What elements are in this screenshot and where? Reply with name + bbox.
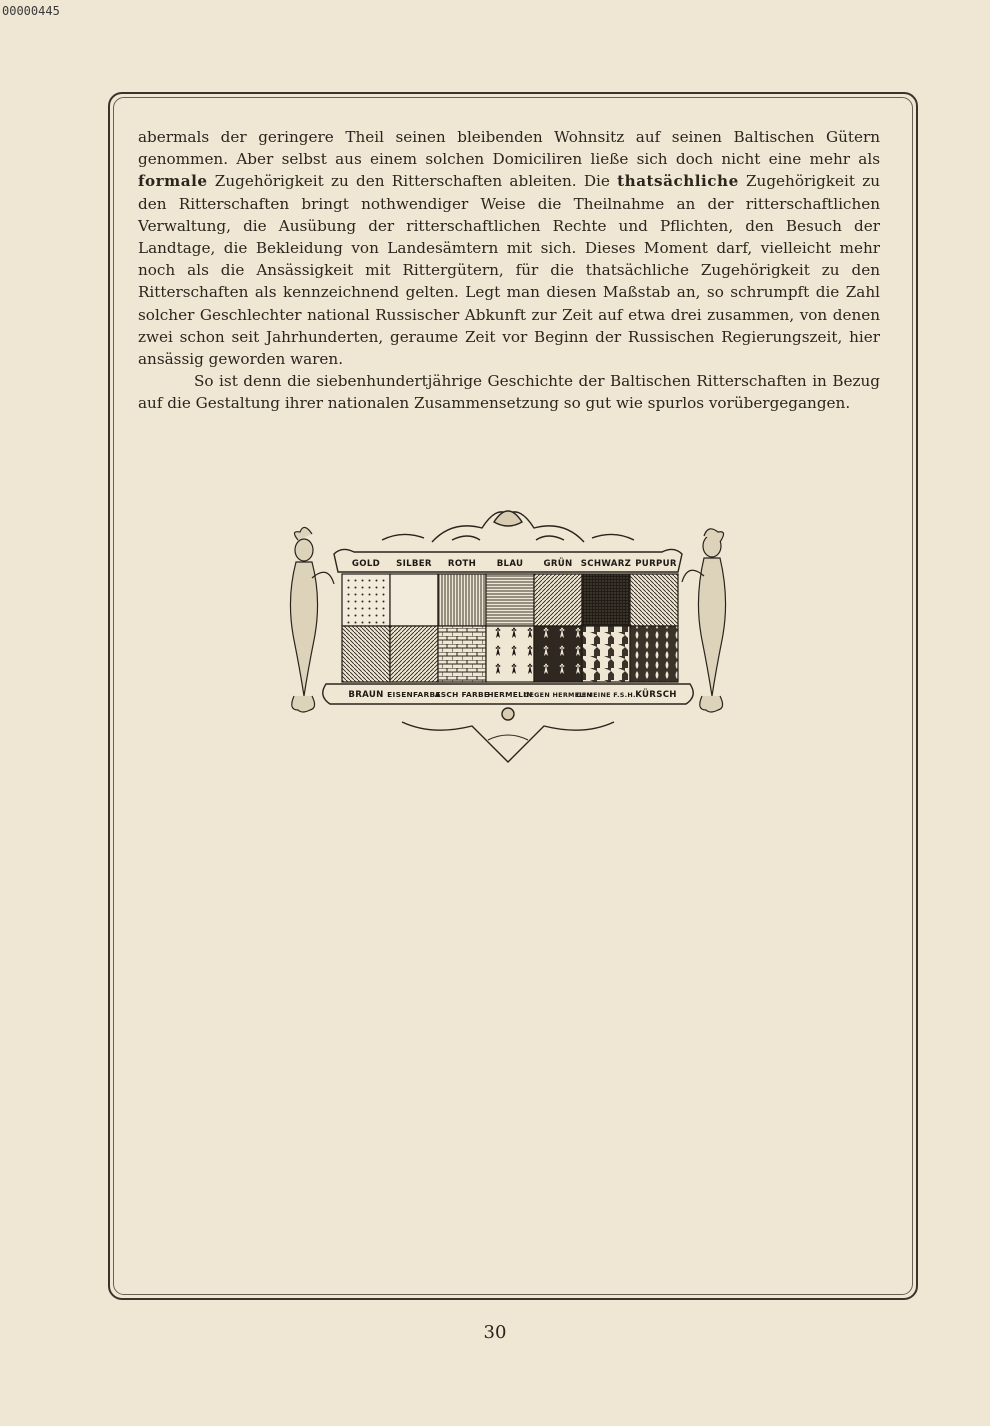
paragraph-2: So ist denn die siebenhundertjährige Geschichte der Baltischen Ritterschaften in Bezug auf die Gestaltung ihrer nationalen Zusammensetzung so gut wie spurlos vorübergegangen. xyxy=(138,372,880,413)
swatch-gegenhermelin xyxy=(534,626,582,682)
swatch-roth xyxy=(438,574,486,626)
label-roth: ROTH xyxy=(447,559,477,569)
label-braun: BRAUN xyxy=(348,690,384,700)
swatch-blau xyxy=(486,574,534,626)
swatch-kuersch xyxy=(630,626,678,682)
bottom-labels xyxy=(348,689,676,700)
page-number: 30 xyxy=(483,1322,507,1343)
scan-id: 00000445 xyxy=(2,4,60,18)
swatch-aschfarbe xyxy=(438,626,486,682)
text-run: Zugehörigkeit zu den Ritterschaften ableiten. Die xyxy=(207,172,618,191)
label-silber: SILBER xyxy=(396,559,432,569)
label-kuersch: KÜRSCH xyxy=(635,690,677,700)
label-schwarz: SCHWARZ xyxy=(580,559,632,569)
label-purpur: PURPUR xyxy=(635,559,677,569)
swatch-eisenfarbe xyxy=(390,626,438,682)
swatch-braun xyxy=(342,626,390,682)
swatch-silber xyxy=(390,574,438,626)
label-hermelin: HERMELIN xyxy=(487,690,533,699)
body-text xyxy=(138,126,880,415)
text-run: abermals der geringere Theil seinen bleibenden Wohnsitz auf seinen Baltischen Gütern genommen. Aber selbst aus einem solchen Domiciliren ließe sich doch nicht eine mehr als xyxy=(138,128,880,169)
top-labels xyxy=(352,558,677,569)
swatch-purpur xyxy=(630,574,678,626)
emphasis-formale: formale xyxy=(138,172,208,191)
label-eisenfarbe: EISENFARBE xyxy=(387,690,441,699)
emphasis-thatsaechliche: thatsächliche xyxy=(617,172,739,191)
label-gold: GOLD xyxy=(351,559,381,569)
swatch-hermelin xyxy=(486,626,534,682)
swatch-gold xyxy=(342,574,390,626)
swatch-gemeine-fsh xyxy=(582,626,630,682)
heraldic-tinctures-plate xyxy=(282,500,734,768)
label-blau: BLAU xyxy=(496,559,524,569)
tincture-swatch-grid xyxy=(342,574,678,682)
swatch-gruen xyxy=(534,574,582,626)
swatch-schwarz xyxy=(582,574,630,626)
label-gemeine-fsh: GEMEINE F.S.H. xyxy=(576,691,636,699)
label-gruen: GRÜN xyxy=(543,559,573,569)
text-run: Zugehörigkeit zu den Ritterschaften bringt nothwendiger Weise die Theilnahme an der ritterschaftlichen Verwaltung, die Ausübung der ritterschaftlichen Rechte und Pflichten, den Besuch der Landtage, die Bekleidung von Landesämtern mit sich. Dieses Moment darf, vielleicht mehr noch als die Ansässigkeit mit Rittergütern, für die thatsächliche Zugehörigkeit zu den Ritterschaften als kennzeichnend gelten. Legt man diesen Maßstab an, so schrumpft die Zahl solcher Geschlechter national Russischer Abkunft zur Zeit auf etwa drei zusammen, von denen zwei schon seit Jahrhunderten, geraume Zeit vor Beginn der Russischen Regierungszeit, hier ansässig geworden waren. xyxy=(138,172,880,369)
tinctures-illustration xyxy=(282,500,734,768)
paragraph-1 xyxy=(138,126,880,370)
label-gegenhermelin: GEGEN HERMELIN xyxy=(523,691,593,699)
label-aschfarbe: ASCH FARBE xyxy=(434,690,490,699)
